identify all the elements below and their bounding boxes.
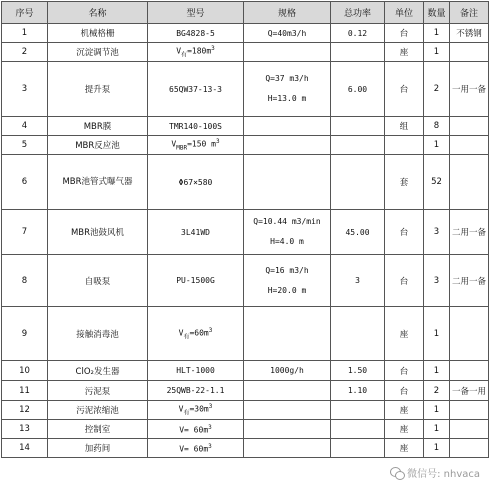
cell-power: 45.00: [331, 210, 385, 255]
cell-note: [450, 43, 489, 62]
cell-model: 25QWB-22-1.1: [148, 381, 244, 401]
table-row: [2, 420, 489, 439]
cell-unit: 台: [385, 381, 424, 401]
cell-model: $V= 60m^3$: [148, 439, 244, 458]
cell-model: PU-1500G: [148, 255, 244, 307]
cell-note: [450, 155, 489, 210]
cell-spec: [244, 401, 331, 420]
cell-name: 自吸泵: [48, 255, 148, 307]
cell-spec: 1000g/h: [244, 361, 331, 381]
table-row: [2, 255, 489, 307]
cell-qty: 52: [424, 155, 450, 210]
cell-power: 1.50: [331, 361, 385, 381]
cell-power: [331, 439, 385, 458]
header-note: 备注: [450, 2, 489, 24]
cell-model: HLT-1000: [148, 361, 244, 381]
cell-name: 机械格栅: [48, 24, 148, 43]
cell-note: 一备一用: [450, 381, 489, 401]
cell-note: 二用一备: [450, 255, 489, 307]
cell-spec: [244, 43, 331, 62]
cell-spec: Q=16 m3/h H=20.0 m: [244, 255, 331, 307]
cell-spec: [244, 155, 331, 210]
cell-note: [450, 136, 489, 155]
watermark-text: 微信号: nhvaca: [407, 469, 480, 480]
cell-qty: 1: [424, 136, 450, 155]
cell-note: [450, 117, 489, 136]
cell-name: 控制室: [48, 420, 148, 439]
header-name: 名称: [48, 2, 148, 24]
table-row: [2, 117, 489, 136]
cell-qty: 1: [424, 420, 450, 439]
cell-power: 3: [331, 255, 385, 307]
cell-no: 11: [2, 381, 48, 401]
cell-note: 一用一备: [450, 62, 489, 117]
table-row: [2, 24, 489, 43]
cell-no: 4: [2, 117, 48, 136]
cell-name: MBR池鼓风机: [48, 210, 148, 255]
cell-model: $V_有=60m^3$: [148, 307, 244, 361]
table-row: [2, 381, 489, 401]
cell-model: $V= 60m^3$: [148, 420, 244, 439]
cell-name: 沉淀调节池: [48, 43, 148, 62]
cell-name: 污泥浓缩池: [48, 401, 148, 420]
cell-qty: 1: [424, 307, 450, 361]
cell-model: TMR140-100S: [148, 117, 244, 136]
cell-unit: 台: [385, 361, 424, 381]
cell-unit: [385, 136, 424, 155]
table-row: [2, 155, 489, 210]
cell-model: 3L41WD: [148, 210, 244, 255]
cell-power: [331, 117, 385, 136]
cell-unit: 套: [385, 155, 424, 210]
cell-note: [450, 420, 489, 439]
cell-unit: 座: [385, 420, 424, 439]
header-unit: 单位: [385, 2, 424, 24]
cell-qty: 1: [424, 43, 450, 62]
cell-spec: [244, 420, 331, 439]
equipment-table: [1, 1, 489, 458]
cell-qty: 1: [424, 401, 450, 420]
header-row: [2, 2, 489, 24]
cell-spec: Q=10.44 m3/min H=4.0 m: [244, 210, 331, 255]
cell-no: 5: [2, 136, 48, 155]
cell-name: 加药间: [48, 439, 148, 458]
cell-model: $V_{MBR}=150$ $m^3$: [148, 136, 244, 155]
cell-note: [450, 401, 489, 420]
cell-power: [331, 307, 385, 361]
cell-note: 二用一备: [450, 210, 489, 255]
cell-name: MBR池管式曝气器: [48, 155, 148, 210]
cell-unit: 座: [385, 401, 424, 420]
cell-spec: [244, 439, 331, 458]
cell-no: 12: [2, 401, 48, 420]
header-spec: 规格: [244, 2, 331, 24]
table-row: [2, 361, 489, 381]
wechat-icon: [390, 467, 404, 479]
cell-unit: 座: [385, 307, 424, 361]
cell-unit: 台: [385, 62, 424, 117]
cell-qty: 8: [424, 117, 450, 136]
cell-model: BG4828-5: [148, 24, 244, 43]
cell-power: [331, 420, 385, 439]
table-row: [2, 210, 489, 255]
cell-qty: 1: [424, 24, 450, 43]
cell-name: ClO₂发生器: [48, 361, 148, 381]
cell-name: MBR膜: [48, 117, 148, 136]
cell-name: 提升泵: [48, 62, 148, 117]
cell-note: [450, 439, 489, 458]
cell-qty: 2: [424, 381, 450, 401]
watermark: [387, 464, 483, 481]
cell-name: 接触消毒池: [48, 307, 148, 361]
cell-qty: 1: [424, 361, 450, 381]
cell-unit: 台: [385, 255, 424, 307]
cell-unit: 台: [385, 210, 424, 255]
table-row: [2, 62, 489, 117]
cell-model: 65QW37-13-3: [148, 62, 244, 117]
cell-no: 13: [2, 420, 48, 439]
cell-no: 6: [2, 155, 48, 210]
cell-unit: 座: [385, 43, 424, 62]
cell-spec: [244, 381, 331, 401]
cell-unit: 座: [385, 439, 424, 458]
cell-note: [450, 361, 489, 381]
table-row: [2, 307, 489, 361]
cell-power: [331, 155, 385, 210]
cell-power: [331, 136, 385, 155]
table-row: [2, 43, 489, 62]
cell-power: 0.12: [331, 24, 385, 43]
table-row: [2, 439, 489, 458]
cell-model: $V_有=30m^3$: [148, 401, 244, 420]
cell-no: 10: [2, 361, 48, 381]
cell-note: 不锈钢: [450, 24, 489, 43]
cell-power: 6.00: [331, 62, 385, 117]
header-qty: 数量: [424, 2, 450, 24]
cell-name: MBR反应池: [48, 136, 148, 155]
cell-qty: 3: [424, 210, 450, 255]
cell-power: 1.10: [331, 381, 385, 401]
cell-power: [331, 401, 385, 420]
cell-spec: [244, 307, 331, 361]
cell-no: 8: [2, 255, 48, 307]
cell-qty: 2: [424, 62, 450, 117]
cell-name: 污泥泵: [48, 381, 148, 401]
cell-qty: 1: [424, 439, 450, 458]
cell-no: 3: [2, 62, 48, 117]
cell-power: [331, 43, 385, 62]
cell-spec: [244, 117, 331, 136]
cell-no: 2: [2, 43, 48, 62]
cell-spec: Q=40m3/h: [244, 24, 331, 43]
cell-unit: 组: [385, 117, 424, 136]
table-row: [2, 136, 489, 155]
cell-no: 1: [2, 24, 48, 43]
cell-no: 7: [2, 210, 48, 255]
cell-no: 9: [2, 307, 48, 361]
cell-spec: Q=37 m3/h H=13.0 m: [244, 62, 331, 117]
cell-qty: 3: [424, 255, 450, 307]
cell-unit: 台: [385, 24, 424, 43]
cell-no: 14: [2, 439, 48, 458]
header-no: 序号: [2, 2, 48, 24]
cell-model: $V_有=180m^3$: [148, 43, 244, 62]
header-model: 型号: [148, 2, 244, 24]
cell-model: Φ67×580: [148, 155, 244, 210]
cell-spec: [244, 136, 331, 155]
table-row: [2, 401, 489, 420]
header-power: 总功率: [331, 2, 385, 24]
cell-note: [450, 307, 489, 361]
